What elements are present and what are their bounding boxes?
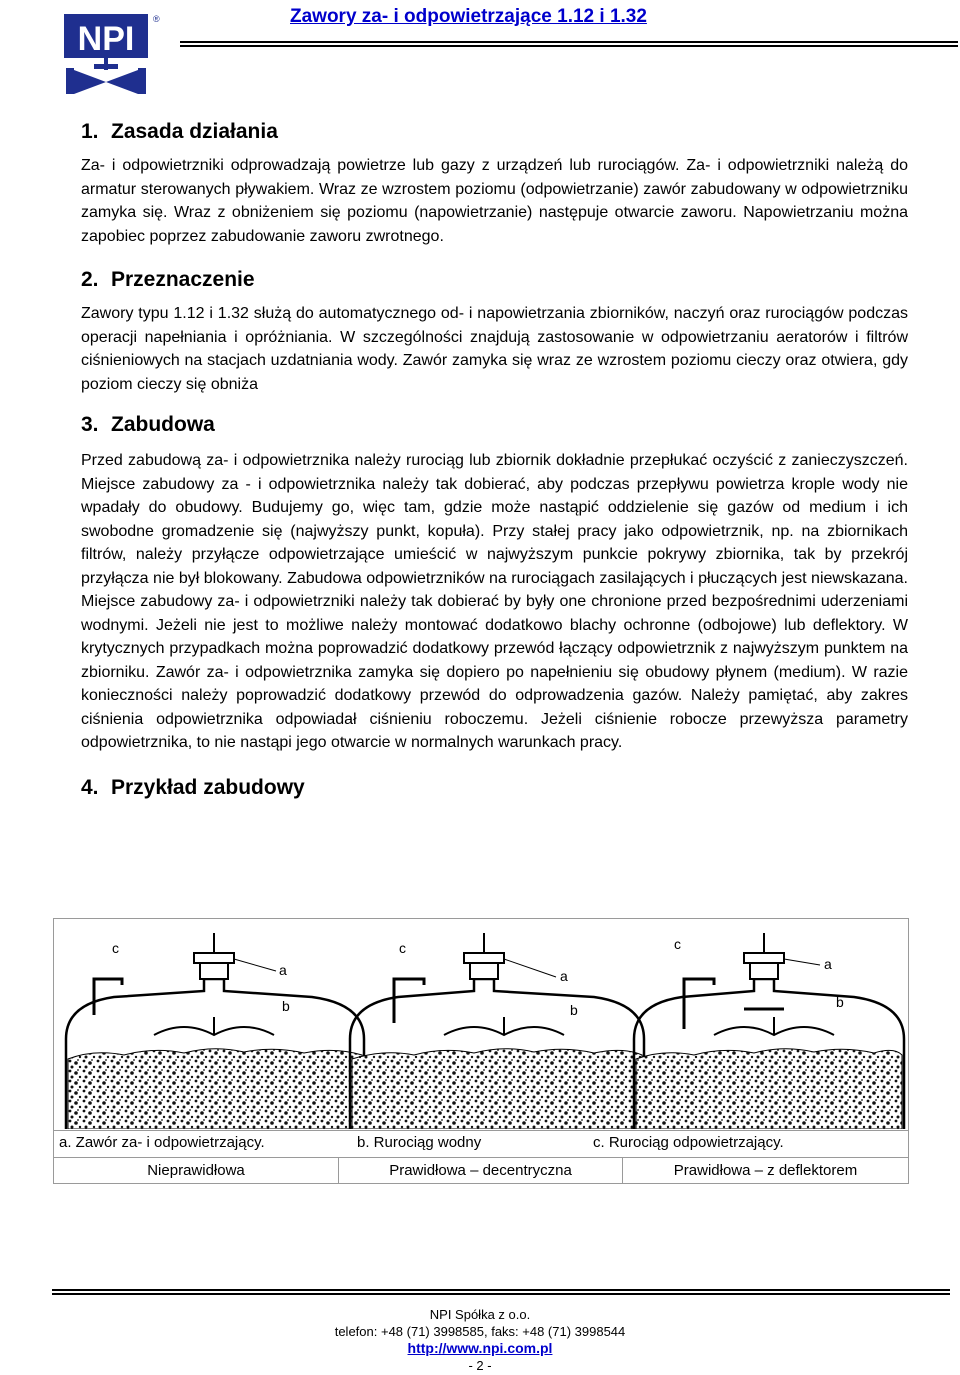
legend-b: b. Rurociąg wodny bbox=[357, 1134, 482, 1151]
label-a: a bbox=[560, 968, 568, 984]
legend-a: a. Zawór za- i odpowietrzający. bbox=[59, 1134, 265, 1151]
npi-logo bbox=[60, 6, 164, 94]
footer-company: NPI Spółka z o.o. bbox=[429, 1307, 531, 1322]
type-incorrect: Nieprawidłowa bbox=[147, 1162, 245, 1179]
drawing-decentric bbox=[350, 933, 644, 1129]
section-heading bbox=[81, 411, 908, 439]
section-number: 4. bbox=[81, 775, 99, 799]
label-b: b bbox=[836, 994, 844, 1010]
label-a: a bbox=[279, 962, 287, 978]
section-paragraph: Zawory typu 1.12 i 1.32 służą do automatycznego od- i napowietrzania zbiorników, naczyń oraz rurociągów podczas operacji napełniania i opróżniania. W szczególności znajdują zastosowanie w odpowietrzaniu aeratorów i filtrów ciśnieniowych na stacjach uzdatniania wody. Zawór zamyka się wraz ze wzrostem poziomu cieczy oraz otwiera, gdy poziom cieczy się obniża bbox=[81, 305, 908, 393]
footer-rule bbox=[52, 1289, 950, 1295]
svg-text:®: ® bbox=[153, 14, 160, 24]
section-heading bbox=[81, 118, 908, 146]
header-title[interactable]: Zawory za- i odpowietrzające 1.12 i 1.32 bbox=[290, 6, 647, 27]
footer-contact: telefon: +48 (71) 3998585, faks: +48 (71) 3998544 bbox=[334, 1324, 626, 1339]
section-paragraph: Za- i odpowietrzniki odprowadzają powietrze lub gazy z urządzeń lub rurociągów. Za- i odpowietrzniki należą do armatur sterowanych pływakiem. Wraz ze wzrostem poziomu (odpowietrzanie) zawór zabudowany w odpowietrzniku zamyka się. Wraz z obniżeniem się poziomu (napowietrzanie) następuje otwarcie zaworu. Napowietrzaniu można zapobiec poprzez zabudowanie zaworu zwrotnego. bbox=[81, 157, 908, 245]
installation-types bbox=[54, 1157, 908, 1184]
section-number: 3. bbox=[81, 413, 99, 436]
type-decentric: Prawidłowa – decentryczna bbox=[338, 1158, 622, 1184]
drawing-deflector bbox=[634, 933, 904, 1129]
label-a: a bbox=[824, 956, 832, 972]
document-body bbox=[81, 118, 908, 802]
section-paragraph: Przed zabudową za- i odpowietrznika należy rurociąg lub zbiornik dokładnie przepłukać oczyścić z zanieczyszczeń. Miejsce zabudowy za - i odpowietrznika należy tak dobierać, aby podczas przepływu powietrza krople wody nie wpadały do obudowy. Budujemy go, więc tam, gdzie może nastąpić oddzielenie się gazów od medium i ich swobodne gromadzenie się (najwyższy punkt, kopuła). Przy stałej pracy jako odpowietrznik, np. na zbiornikach filtrów, należy przyłącze odpowietrzające umieścić w najwyższym punkcie pokrywy zbiornika, tak by przekrój przyłącza nie był blokowany. Zabudowa odpowietrzników na rurociągach zasilających i płuczących jest niewskazana. Miejsce zabudowy za- i odpowietrzniki należy tak dobierać by były one chronione przed bezpośrednimi uderzeniami wodnymi. Jeżeli nie jest to możliwe należy montować dodatkowo blachy ochronne (odbojowe) lub deflektory. W krytycznych przypadkach można poprowadzić dodatkowy przewód łączący odpowietrznik z najwyższym punktem na zbiorniku. Zawór za- i odpowietrznika zamyka się dopiero po napełnieniu się obudowy płynem (medium). W razie konieczności należy poprowadzić dodatkowy przewód do odprowadzenia gazów. Należy pamiętać, aby zakres ciśnienia odpowietrznika odpowiadał ciśnieniu roboczemu. Jeżeli ciśnienie robocze przewyższa parametry odpowietrznika, to nie nastąpi jego otwarcie w normalnych warunkach pracy. bbox=[81, 452, 908, 751]
section-title: Przykład zabudowy bbox=[111, 775, 305, 799]
page-footer bbox=[0, 1306, 960, 1374]
section-title: Przeznaczenie bbox=[111, 268, 255, 291]
section-number: 2. bbox=[81, 268, 99, 291]
figure-legend bbox=[54, 1130, 908, 1155]
label-b: b bbox=[282, 998, 290, 1014]
section-heading bbox=[81, 774, 908, 802]
footer-url-link[interactable]: http://www.npi.com.pl bbox=[407, 1340, 553, 1356]
label-c: c bbox=[112, 940, 119, 956]
drawing-incorrect bbox=[66, 933, 364, 1129]
logo-text: NPI bbox=[77, 20, 135, 58]
section-number: 1. bbox=[81, 120, 99, 143]
installation-drawings bbox=[54, 919, 908, 1129]
type-deflector: Prawidłowa – z deflektorem bbox=[622, 1158, 908, 1184]
installation-figure bbox=[53, 918, 909, 1184]
legend-c: c. Rurociąg odpowietrzający. bbox=[593, 1134, 784, 1151]
section-heading bbox=[81, 266, 908, 294]
page-number: - 2 - bbox=[468, 1358, 492, 1373]
section-title: Zasada działania bbox=[111, 120, 278, 143]
label-c: c bbox=[674, 936, 681, 952]
header-rule bbox=[180, 41, 958, 47]
label-b: b bbox=[570, 1002, 578, 1018]
section-title: Zabudowa bbox=[111, 413, 215, 436]
label-c: c bbox=[399, 940, 406, 956]
